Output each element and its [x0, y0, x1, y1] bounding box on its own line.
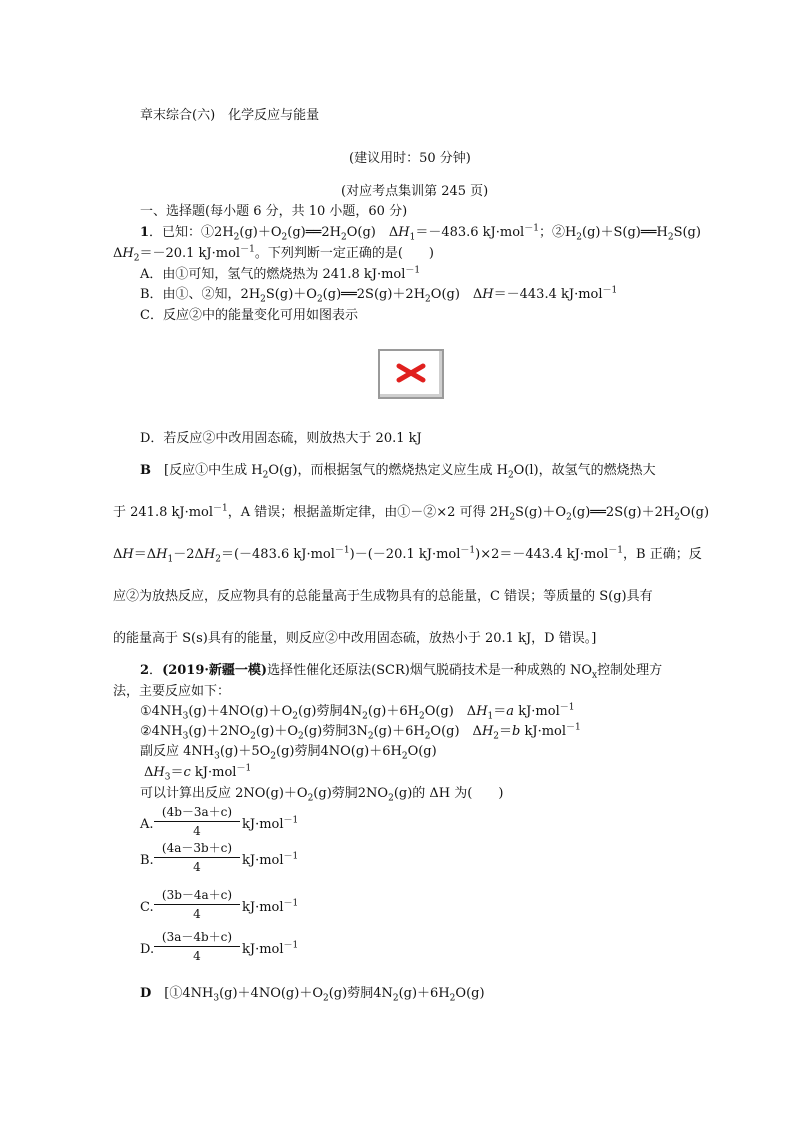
q2-reaction-2: $②4NH_3(g)+2NO_2(g)+O_2(g)$䓖䏤$3N_2(g)+6H_2O(g)$ $\Delta H_2=b$ kJ·mol$^{-1}$ [140, 722, 581, 742]
q2-option-d-unit: kJ·mol$^{-1}$ [242, 940, 299, 957]
q2-option-b-unit: kJ·mol$^{-1}$ [242, 851, 299, 868]
q1-stem-line1: 1．已知：$①2H_2(g)+O_2(g)══2H_2O(g)$ $\Delta H_1=-483.6$ kJ·mol$^{-1}$；$②H_2(g)+S(g)══H_2S(g)$ [140, 223, 701, 243]
q2-side-reaction: 副反应 $4NH_3(g)+5O_2(g)$䓖䏤$4NO(g)+6H_2O(g)$ [140, 744, 437, 762]
q1-explain-line5: 的能量高于 S(s)具有的能量，则反应②中改用固态硫，放热小于 20.1 kJ，D 错误。] [113, 631, 597, 646]
page-reference: (对应考点集训第 245 页) [341, 184, 489, 199]
chapter-title: 章末综合(六) 化学反应与能量 [140, 108, 320, 123]
q2-stem-line1: 2．(2019·新疆一模)选择性催化还原法(SCR)烟气脱硝技术是一种成熟的 $NO_x$控制处理方 [140, 663, 663, 681]
q2-option-d-fraction: (3a－4b＋c) 4 [154, 928, 240, 963]
q1-explain-line2: 于 241.8 kJ·mol$^{-1}$，A 错误；根据盖斯定律，由①－②×2 可得 $2H_2S(g)+O_2(g)══2S(g)+2H_2O(g)$ [113, 503, 710, 523]
time-hint: (建议用时：50 分钟) [349, 151, 471, 166]
q2-option-a-fraction: (4b－3a＋c) 4 [154, 803, 240, 838]
q2-option-b-fraction: (4a－3b＋c) 4 [154, 839, 240, 874]
q2-question: 可以计算出反应 $2NO(g)+O_2(g)$䓖䏤$2NO_2(g)$的 ΔH 为( ) [140, 786, 504, 804]
q2-option-c-unit: kJ·mol$^{-1}$ [242, 898, 299, 915]
q1-option-d: D．若反应②中改用固态硫，则放热大于 20.1 kJ [140, 431, 422, 446]
q2-side-enthalpy: $\Delta H_3=c$ kJ·mol$^{-1}$ [144, 763, 252, 783]
q2-option-b-label: B. [140, 853, 154, 868]
section-heading: 一、选择题(每小题 6 分，共 10 小题，60 分) [140, 204, 408, 219]
q1-option-a: A．由①可知，氢气的燃烧热为 241.8 kJ·mol$^{-1}$ [140, 265, 421, 282]
broken-image-icon [378, 349, 444, 399]
q2-option-a-unit: kJ·mol$^{-1}$ [242, 815, 299, 832]
q2-explain-line1: D [$①4NH_3(g)+4NO(g)+O_2(g)$䓖䏤$4N_2(g)+6H_2O(g)$ [140, 986, 485, 1004]
q1-option-b: B．由①、②知，$2H_2S(g)+O_2(g)══2S(g)+2H_2O(g)$ ΔH＝－443.4 kJ·mol$^{-1}$ [140, 285, 618, 305]
q2-option-d-label: D. [140, 942, 155, 957]
q2-reaction-1: $①4NH_3(g)+4NO(g)+O_2(g)$䓖䏤$4N_2(g)+6H_2O(g)$ $\Delta H_1=a$ kJ·mol$^{-1}$ [140, 702, 575, 722]
q2-option-c-fraction: (3b－4a＋c) 4 [154, 886, 240, 921]
q1-explain-line4: 应②为放热反应，反应物具有的总能量高于生成物具有的总能量，C 错误；等质量的 S(g)具有 [113, 589, 653, 604]
q1-explain-line1: B [反应①中生成 $H_2O(g)$，而根据氢气的燃烧热定义应生成 $H_2O(l)$，故氢气的燃烧热大 [140, 463, 656, 481]
q1-stem-line2: $\Delta H_2=-20.1$ kJ·mol$^{-1}$。下列判断一定正确的是( ) [113, 244, 434, 264]
q2-option-c-label: C. [140, 900, 154, 915]
q1-option-c: C．反应②中的能量变化可用如图表示 [140, 308, 358, 323]
q2-stem-line2: 法，主要反应如下： [113, 684, 231, 699]
q1-explain-line3: $\Delta H=\Delta H_1-2\Delta H_2=(-483.6$ kJ·mol$^{-1}$)－(－20.1 kJ·mol$^{-1}$)×2＝－443.4 kJ·mol$^{-1}$，B 正确；反 [113, 545, 702, 565]
q2-option-a-label: A. [140, 817, 154, 832]
